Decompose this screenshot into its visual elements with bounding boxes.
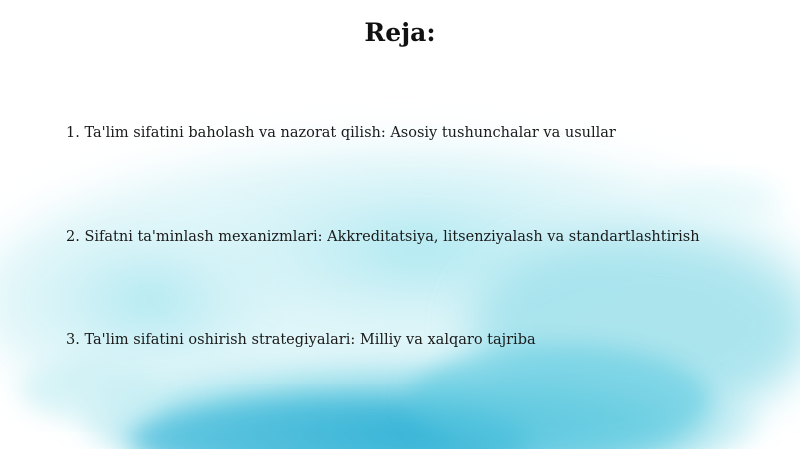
- plan-item-1: 1. Ta'lim sifatini baholash va nazorat qilish: Asosiy tushunchalar va usullar: [66, 125, 616, 141]
- slide-title: Reja:: [364, 18, 436, 47]
- plan-item-3: 3. Ta'lim sifatini oshirish strategiyalari: Milliy va xalqaro tajriba: [66, 332, 536, 348]
- plan-item-2: 2. Sifatni ta'minlash mexanizmlari: Akkreditatsiya, litsenziyalash va standartlashtirish: [66, 229, 700, 245]
